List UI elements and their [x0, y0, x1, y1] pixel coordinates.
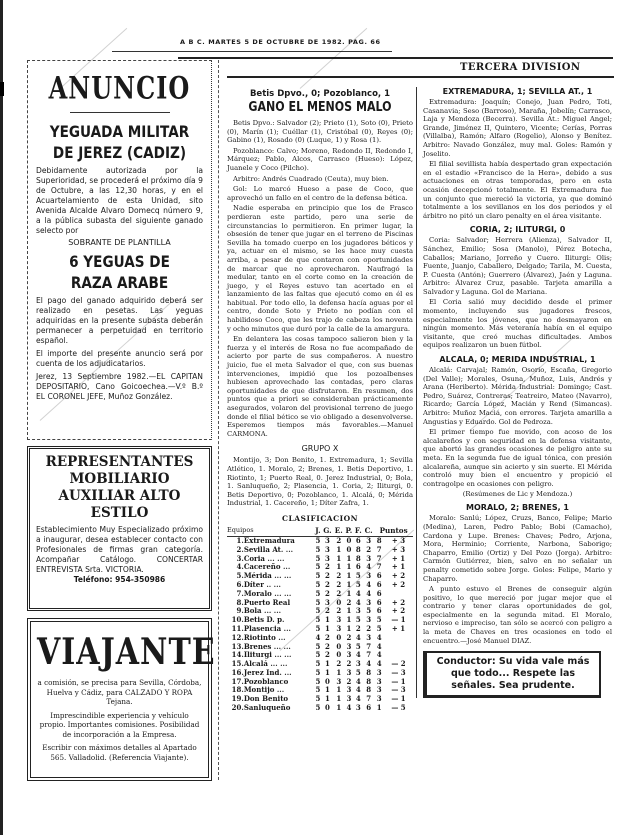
- ad-body: Debidamente autorizada por la Superioridad, se procederá el próximo día 9 de Octubre, a las 12,30 horas, y en el Acuartelamiento de esta Unidad, sito Avenida Alcalde Alvaro Domecq número 9, a la pública subasta del siguiente ganado selecto por: [36, 166, 203, 235]
- match-title: CORIA, 2; ILITURGI, 0: [469, 225, 566, 235]
- cell-e: 3: [336, 676, 342, 686]
- section-title: TERCERA DIVISION: [460, 62, 581, 73]
- cell-diff: — 5: [391, 703, 406, 713]
- cell-pts: 3: [376, 694, 382, 704]
- cell-c: 2: [366, 623, 372, 633]
- cell-c: 4: [366, 659, 372, 669]
- cell-j: 5: [315, 571, 321, 581]
- cell-j: 5: [315, 659, 321, 669]
- cell-f: 4: [355, 676, 361, 686]
- cell-diff: [384, 634, 413, 643]
- standings-table: [227, 526, 413, 713]
- match-title: EXTREMADURA, 1; SEVILLA AT., 1: [442, 87, 593, 96]
- cell-g: 1: [325, 685, 330, 695]
- cell-f: 5: [355, 615, 361, 625]
- cell-f: 2: [355, 623, 361, 633]
- cell-p: 1: [346, 579, 352, 589]
- cell-f: 6: [355, 535, 361, 545]
- column-divider: [218, 60, 219, 780]
- cell-g: 0: [325, 676, 330, 686]
- cell-diff: + 1: [391, 623, 406, 633]
- page-edge-rule: [0, 0, 3, 835]
- cell-f: 6: [355, 562, 361, 572]
- cell-p: 4: [346, 703, 352, 713]
- cell-f: 4: [355, 632, 361, 642]
- cell-diff: — 3: [391, 667, 406, 677]
- group-title: GRUPO X: [301, 444, 339, 454]
- article-headline: GANO EL MENOS MALO: [248, 100, 392, 115]
- page-header: A B C. MARTES 5 DE OCTUBRE DE 1982. PAG. 66: [180, 38, 381, 46]
- report: A punto estuvo el Brenes de conseguir algún positivo, lo que mereció por jugar mejor que el contrario y tener claras oportunidades de gol, especialmente en la segunda mitad. El Moralo, nervioso e impreciso, tan sólo se acercó con peligro a la meta de Chaves en tres ocasiones en todo el encuentro.—José Manuel DIAZ.: [423, 585, 612, 645]
- ads-column: [27, 60, 216, 781]
- cell-team: Mérida ... ...: [243, 571, 292, 581]
- cell-e: 0: [336, 632, 342, 642]
- cell-p: 3: [346, 667, 352, 677]
- cell-pos: 10.: [231, 615, 244, 625]
- cell-pos: 2.: [236, 544, 244, 554]
- cell-g: 2: [325, 606, 330, 616]
- cell-diff: + 2: [391, 579, 406, 589]
- cell-team: Betis D. p.: [243, 615, 285, 625]
- cell-team: Brenes ... ...: [243, 641, 291, 651]
- cell-g: 1: [325, 659, 330, 669]
- cell-pts: 3: [376, 667, 382, 677]
- cell-c: 8: [366, 667, 372, 677]
- cell-f: 3: [355, 703, 361, 713]
- header-rule: [112, 51, 392, 52]
- cell-g: 2: [325, 650, 330, 660]
- cell-pos: 1.: [236, 535, 244, 545]
- cell-j: 5: [315, 553, 321, 563]
- cell-diff: — 3: [391, 685, 406, 695]
- cell-j: 5: [315, 623, 321, 633]
- cell-j: 5: [315, 615, 321, 625]
- cell-f: 8: [355, 553, 361, 563]
- cell-c: 7: [366, 650, 372, 660]
- cell-p: 1: [346, 623, 352, 633]
- cell-g: 2: [325, 588, 330, 598]
- ad-viajante: [27, 618, 216, 781]
- column-header: G.: [323, 525, 332, 535]
- cell-c: 3: [366, 553, 372, 563]
- ad-representantes: [27, 446, 212, 611]
- ad-body-2: Imprescindible experiencia y vehículo propio. Importantes comisiones. Posibilidad de incorporación a la Empresa.: [39, 710, 200, 739]
- cell-e: 1: [336, 562, 342, 572]
- cell-c: 3: [366, 632, 372, 642]
- cell-pts: 4: [376, 632, 382, 642]
- cell-e: 1: [336, 667, 342, 677]
- cell-e: 2: [336, 535, 342, 545]
- cell-p: 2: [346, 659, 352, 669]
- cell-e: 1: [336, 703, 342, 713]
- cell-p: 2: [346, 632, 352, 642]
- cell-p: 0: [346, 544, 352, 554]
- ad-title: VIAJANTE: [37, 631, 216, 674]
- divider: [70, 112, 170, 113]
- cell-g: 1: [325, 615, 330, 625]
- lineup: Extremadura: Joaquín; Conejo, Juan Pedro, Toti, Casanavia; Seso (Barroso), Maraña, Jobelín; Carrasco, Laja y Mendoza (Becerra). Sevilla At.: Miguel Angel; Grande, Jiménez II, Quintero, Vicente; Cerías, Porras (Villalba), Ramón; Alfaro (Rogelio), Alonso y Benítez. Arbitro: Navado González, muy mal. Goles: Ramón y Joselito.: [423, 98, 612, 158]
- match-title: MORALO, 2; BRENES, 1: [466, 503, 569, 513]
- ad-body-3: El importe del presente anuncio será por cuenta de los adjudicatarios.: [36, 349, 203, 368]
- ad-yeguada: [27, 60, 212, 440]
- cell-diff: — 2: [391, 659, 406, 669]
- cell-c: 7: [366, 641, 372, 651]
- cell-g: 2: [325, 632, 330, 642]
- cell-team: Moralo ... ...: [243, 588, 292, 598]
- ad-conductor: Conductor: Su vida vale más que todo... Respete las señales. Sea prudente.: [423, 651, 601, 698]
- cell-p: 3: [346, 685, 352, 695]
- cell-pts: 6: [376, 606, 382, 616]
- cell-c: 4: [366, 588, 372, 598]
- cell-p: 3: [346, 641, 352, 651]
- cell-p: 1: [346, 553, 352, 563]
- cell-team: Plasencia ...: [243, 623, 291, 633]
- cell-f: 4: [355, 650, 361, 660]
- cell-team: Cacereño ...: [243, 562, 291, 572]
- cell-j: 5: [315, 703, 321, 713]
- table-row: [227, 704, 413, 713]
- ad-signature: Jerez, 13 Septiembre 1982.—EL CAPITAN DEPOSITARIO, Cano Goicoechea.—V.º B.º EL CORONEL JEFE, Muñoz González.: [36, 372, 203, 401]
- ad-heading-2: 6 YEGUAS DE RAZA ARABE: [69, 252, 170, 292]
- cell-j: 5: [315, 685, 321, 695]
- article-paragraph: Nadie esperaba en principio que los de Frasco perdieran este partido, pero una serie de circunstancias lo permitieron. En primer lugar, la obsesión de tener que jugar en el terreno de Piscinas Sevilla ha tomado cuerpo en los jugadores béticos y ya, actuar en el mismo, se les hace muy cuesta arriba, a pesar de que contaron con oportunidades de marcar que no aprovecharon. Naufragó la medular, tanto en el corte como en la creación de juego, y el Reyes estuvo tan acertado en el lanzamiento de las faltas que ejecutó como en él es habitual. Por todo ello, la defensa hacía aguas por el centro, donde Soto y Prieto no podían con el habilidoso Coco, que les trajo de cabeza los noventa y ocho minutos que duró por la calle de la amargura.: [227, 204, 413, 333]
- cell-team: Montijo ...: [243, 685, 285, 695]
- article-betis: [227, 87, 413, 713]
- column-header: C.: [364, 525, 373, 535]
- cell-pts: 3: [376, 676, 382, 686]
- cell-e: 3: [336, 623, 342, 633]
- column-header: F.: [354, 525, 362, 535]
- cell-c: 3: [366, 597, 372, 607]
- report: El Coria salió muy decidido desde el primer momento, incluyendo sus jugadores frescos, especialmente los jóvenes, que no desmayaron en ningún momento. Más veteranía había en el equipo visitante, que creó muchas dificultades. Ambos equipos realizaron un buen fútbol.: [423, 298, 612, 350]
- cell-pts: 6: [376, 597, 382, 607]
- cell-team: Iliturgi ... ...: [243, 650, 292, 660]
- cell-pos: 4.: [236, 562, 244, 572]
- cell-team: Riotinto ...: [243, 632, 286, 642]
- cell-pos: 15.: [231, 659, 244, 669]
- match-title: ALCALA, 0; MERIDA INDUSTRIAL, 1: [439, 355, 596, 365]
- cell-pts: 4: [376, 659, 382, 669]
- cell-diff: + 3: [391, 544, 406, 554]
- cell-pts: 7: [376, 544, 382, 554]
- cell-pts: 5: [376, 615, 382, 625]
- cell-g: 3: [325, 535, 330, 545]
- cell-pts: 6: [376, 588, 382, 598]
- cell-g: 1: [325, 623, 330, 633]
- cell-f: 5: [355, 641, 361, 651]
- cell-e: 2: [336, 571, 342, 581]
- cell-f: 4: [355, 694, 361, 704]
- cell-c: 8: [366, 685, 372, 695]
- cell-j: 5: [315, 667, 321, 677]
- cell-f: 5: [355, 667, 361, 677]
- cell-team: Jerez Ind. ...: [243, 667, 292, 677]
- ad-body: a comisión, se precisa para Sevilla, Córdoba, Huelva y Cádiz, para CALZADO Y ROPA Tejana.: [37, 678, 202, 706]
- cell-g: 1: [325, 694, 330, 704]
- cell-pos: 19.: [231, 694, 244, 704]
- cell-p: 1: [346, 562, 352, 572]
- ad-heading: YEGUADA MILITAR DE JEREZ (CADIZ): [49, 122, 190, 162]
- cell-e: 3: [336, 615, 342, 625]
- page-edge-mark: [0, 82, 4, 96]
- cell-e: 0: [336, 641, 342, 651]
- goal: Gol: Lo marcó Hueso a pase de Coco, que aprovechó un fallo en el centro de la defensa bética.: [227, 185, 413, 202]
- cell-diff: — 1: [391, 676, 406, 686]
- cell-f: 8: [355, 544, 361, 554]
- cell-j: 5: [315, 650, 321, 660]
- ad-body-3: Escribir con máximos detalles al Apartado 565. Valladolid. (Referencia Viajante).: [42, 743, 197, 762]
- referee: Arbitro: Andrés Cuadrado (Ceuta), muy bien.: [233, 174, 389, 183]
- cell-diff: + 1: [391, 553, 406, 563]
- cell-c: 4: [366, 579, 372, 589]
- cell-team: Extremadura: [243, 535, 295, 545]
- cell-p: 2: [346, 676, 352, 686]
- cell-j: 5: [315, 676, 321, 686]
- ad-title: REPRESENTANTES MOBILIARIO AUXILIAR ALTO ESTILO: [45, 454, 194, 521]
- cell-p: 1: [346, 606, 352, 616]
- match-score: Betis Dpvo., 0; Pozoblanco, 1: [249, 89, 391, 99]
- cell-g: 2: [325, 562, 330, 572]
- cell-e: 1: [336, 544, 342, 554]
- ad-subheading: SOBRANTE DE PLANTILLA: [68, 238, 171, 247]
- ad-body-2: El pago del ganado adquirido deberá ser realizado en pesetas. Las yeguas adquiridas en la presente subasta deberán permanecer a perpetuidad en territorio español.: [36, 296, 203, 345]
- cell-g: 0: [325, 703, 330, 713]
- cell-diff: + 2: [391, 606, 406, 616]
- cell-c: 3: [366, 535, 372, 545]
- standings-title: CLASIFICACION: [282, 513, 358, 523]
- cell-pos: 5.: [236, 571, 244, 581]
- cell-pts: 3: [376, 685, 382, 695]
- cell-pos: 7.: [236, 588, 244, 598]
- cell-c: 3: [366, 615, 372, 625]
- cell-e: 2: [336, 606, 342, 616]
- cell-e: 0: [336, 597, 342, 607]
- cell-team: Pozoblanco: [243, 676, 289, 686]
- cell-g: 3: [325, 597, 330, 607]
- match-reports: [416, 87, 612, 698]
- cell-j: 5: [315, 694, 321, 704]
- cell-g: 1: [325, 667, 330, 677]
- cell-team: Don Benito: [243, 694, 289, 704]
- cell-pts: 8: [376, 535, 382, 545]
- cell-e: 1: [336, 685, 342, 695]
- cell-j: 5: [315, 588, 321, 598]
- cell-pts: 7: [376, 562, 382, 572]
- cell-pts: 7: [376, 553, 382, 563]
- column-header: E.: [334, 525, 343, 535]
- lineup: Moralo: Sanlú; López, Cruzs, Banco, Felipe; Mario (Medina), Laren, Pedro Pablo; Bobi (Camacho), Cardona y Lupe. Brenes: Chaves; Pedro, Arjona, Mora, Herminio; Corriente, Narbona, Saborigo; Chaparro, Emilio (Ortiz) y Del Pozo (Jorga). Arbitro: Carmón Gutiérrez, bien, salvo en no señalar un penalty cometido sobre Jorge. Goles: Felipe, Mario y Chaparro.: [423, 514, 612, 583]
- cell-e: 1: [336, 553, 342, 563]
- cell-diff: + 2: [391, 571, 406, 581]
- cell-p: 3: [346, 694, 352, 704]
- cell-pos: 20.: [231, 703, 244, 713]
- cell-e: 1: [336, 694, 342, 704]
- column-header: Equipos: [227, 526, 314, 537]
- lineup: Pozoblanco: Calvo; Moreno, Redondo II, Redondo I, Márquez; Pablo, Alcos, Carrasco (Hueso): López, Juanele y Coco (Pilcho).: [227, 146, 413, 172]
- cell-f: 5: [355, 579, 361, 589]
- header-rule-thick: [178, 57, 613, 59]
- cell-diff: — 1: [391, 694, 406, 704]
- lineup: Betis Dpvo.: Salvador (2); Prieto (1), Soto (0), Prieto (0), Marín (1); Cuéllar (1), Cristóbal (0), Reyes (0); Gabino (1), Rosado (0) (Luque, 1) y Rosa (1).: [227, 119, 413, 145]
- section-rule: [227, 76, 614, 78]
- cell-pos: 11.: [231, 623, 244, 633]
- cell-diff: + 1: [391, 562, 406, 572]
- cell-pos: 9.: [236, 606, 244, 616]
- cell-pos: 6.: [236, 579, 244, 589]
- cell-pos: 13.: [231, 641, 244, 651]
- lineup: Coria: Salvador; Herrera (Alienza), Salvador II, Sánchez, Emilio; Sosa (Manolo), Pérez Botecha, Caballos; Mariano, Jorreño y Cuero. Iliturgi: Olis; Fuente, Juanjo, Caballero, Delgado; Tarila, M. Cuesta, P. Cuesta (Antón); Guerrero (Álvarez), Jaén y Laguna. Arbitro: Álvarez Cruz, pasable. Tarjeta amarilla a Salvador y Laguna. Gol de Mariana.: [423, 236, 612, 296]
- cell-pos: 16.: [231, 667, 244, 677]
- cell-c: 8: [366, 676, 372, 686]
- lineup: Alcalá: Carvajal; Ramón, Osorio, Escaña, Gregorio (Del Valle); Morales, Osuna, Muñoz, Luis, Andrés y Arana (Heriberto). Mérida Industrial: Domingo; Cast. Pedro, Suárez, Contreras; Teatreiro, Mateo (Navarro), Ricardo; García López, Macián y Rend (Simancas). Arbitro: Muñoz Maciá, con errores. Tarjeta amarilla a Angustias y Eduardo. Gol de Pedroza.: [423, 366, 612, 426]
- cell-p: 0: [346, 535, 352, 545]
- cell-pts: 5: [376, 623, 382, 633]
- cell-pos: 17.: [231, 676, 244, 686]
- cell-diff: [384, 643, 413, 652]
- cell-pts: 1: [376, 703, 382, 713]
- cell-p: 1: [346, 571, 352, 581]
- cell-j: 4: [315, 632, 321, 642]
- cell-team: Sevilla At. ...: [243, 544, 294, 554]
- cell-f: 4: [355, 597, 361, 607]
- cell-j: 5: [315, 535, 321, 545]
- cell-diff: + 3: [391, 535, 406, 545]
- cell-j: 5: [315, 562, 321, 572]
- cell-team: Alcalá ... ...: [243, 659, 288, 669]
- column-header: J.: [315, 525, 321, 535]
- ad-title: ANUNCIO: [48, 68, 191, 107]
- cell-pts: 4: [376, 650, 382, 660]
- cell-g: 3: [325, 544, 330, 554]
- cell-f: 4: [355, 588, 361, 598]
- results: Montijo, 3; Don Benito, 1. Extremadura, 1; Sevilla Atlético, 1. Moralo, 2; Brenes, 1. Betis Deportivo, 1. Riotinto, 1; Puerto Real, 0. Jerez Industrial, 0; Bola, 1. Sanluqueño, 2; Plasencia, 1. Coria, 2; Iliturgi, 0. Betis Deportivo, 0; Pozoblanco, 1. Alcalá, 0; Mérida Industrial, 1. Cacereño, 1; Díter Zafra, 1.: [227, 456, 413, 508]
- cell-p: 3: [346, 650, 352, 660]
- cell-c: 7: [366, 694, 372, 704]
- cell-j: 5: [315, 579, 321, 589]
- cell-f: 4: [355, 685, 361, 695]
- cell-f: 3: [355, 606, 361, 616]
- report: El filial sevillista había despertado gran expectación en el estadio «Francisco de la Hera», debido a sus actuaciones en otras temporadas, pero en esta ocasión decepcionó totalmente. El Extremadura fue un conjunto que mereció la victoria, ya que dominó totalmente a los sevillanos en los dos periodos y el árbitro no pitó un claro penalty en el área visitante.: [423, 160, 612, 220]
- cell-pts: 6: [376, 579, 382, 589]
- cell-j: 5: [315, 544, 321, 554]
- cell-c: 4: [366, 562, 372, 572]
- cell-team: Díter .. ...: [243, 579, 281, 589]
- cell-pts: 4: [376, 641, 382, 651]
- cell-pts: 6: [376, 571, 382, 581]
- byline: (Resúmenes de Lic y Mendoza.): [462, 490, 573, 499]
- cell-p: 1: [346, 615, 352, 625]
- cell-f: 5: [355, 571, 361, 581]
- report: El primer tiempo fue movido, con acoso de los alcalareños y con seguridad en la defensa visitante, que abortó las grandes ocasiones de peligro ante su meta. En la segunda fue de igual tónica, con presión alcalareña, aunque sin acierto y sin suerte. El Mérida controló muy bien el encuentro y propició el contragolpe en ocasiones con peligro.: [423, 428, 612, 488]
- cell-e: 2: [336, 579, 342, 589]
- cell-c: 2: [366, 544, 372, 554]
- cell-p: 2: [346, 597, 352, 607]
- cell-g: 3: [325, 553, 330, 563]
- cell-c: 5: [366, 606, 372, 616]
- cell-e: 0: [336, 650, 342, 660]
- column-header: P.: [345, 525, 353, 535]
- cell-team: Bola ... ...: [243, 606, 282, 616]
- cell-pos: 8.: [236, 597, 244, 607]
- cell-team: Sanluqueño: [243, 703, 291, 713]
- cell-pos: 12.: [231, 632, 244, 642]
- cell-e: 2: [336, 588, 342, 598]
- cell-team: Coria ... ...: [243, 553, 285, 563]
- ad-phone: Teléfono: 954-350986: [73, 575, 166, 584]
- cell-j: 5: [315, 606, 321, 616]
- ad-body: Establecimiento Muy Especializado próximo a inaugurar, desea establecer contacto con Profesionales de firmas gran categoría. Acompañar Catálogo. CONCERTAR ENTREVISTA Srta. VICTORIA.: [36, 525, 203, 574]
- cell-c: 6: [366, 703, 372, 713]
- cell-pos: 14.: [231, 650, 244, 660]
- cell-g: 2: [325, 641, 330, 651]
- cell-diff: + 2: [391, 597, 406, 607]
- cell-f: 3: [355, 659, 361, 669]
- cell-diff: — 1: [391, 615, 406, 625]
- cell-team: Puerto Real: [243, 597, 291, 607]
- cell-j: 5: [315, 597, 321, 607]
- cell-p: 1: [346, 588, 352, 598]
- standings-header: [227, 526, 413, 537]
- column-header: Puntos: [374, 526, 413, 537]
- cell-g: 2: [325, 571, 330, 581]
- cell-c: 3: [366, 571, 372, 581]
- article-paragraph: En delantera las cosas tampoco salieron bien y la fuerza y el interés de Rosa no fue acompañado de acierto por parte de sus compañeros. A nuestro juicio, fue el meta Salvador el que, con sus buenas intervenciones, impidió que los pozoalbenses hubiesen aprovechado las contadas, pero claras oportunidades de que disfrutaron. En resumen, dos puntos que a priori se consideraban prácticamente asegurados, volaron del provisional terreno de juego donde el filial bético se vio obligado a desenvolverse. Esperemos tiempos más favorables.—Manuel CARMONA.: [227, 335, 413, 438]
- cell-g: 2: [325, 579, 330, 589]
- cell-pos: 18.: [231, 685, 244, 695]
- cell-e: 2: [336, 659, 342, 669]
- cell-j: 5: [315, 641, 321, 651]
- cell-pos: 3.: [236, 553, 244, 563]
